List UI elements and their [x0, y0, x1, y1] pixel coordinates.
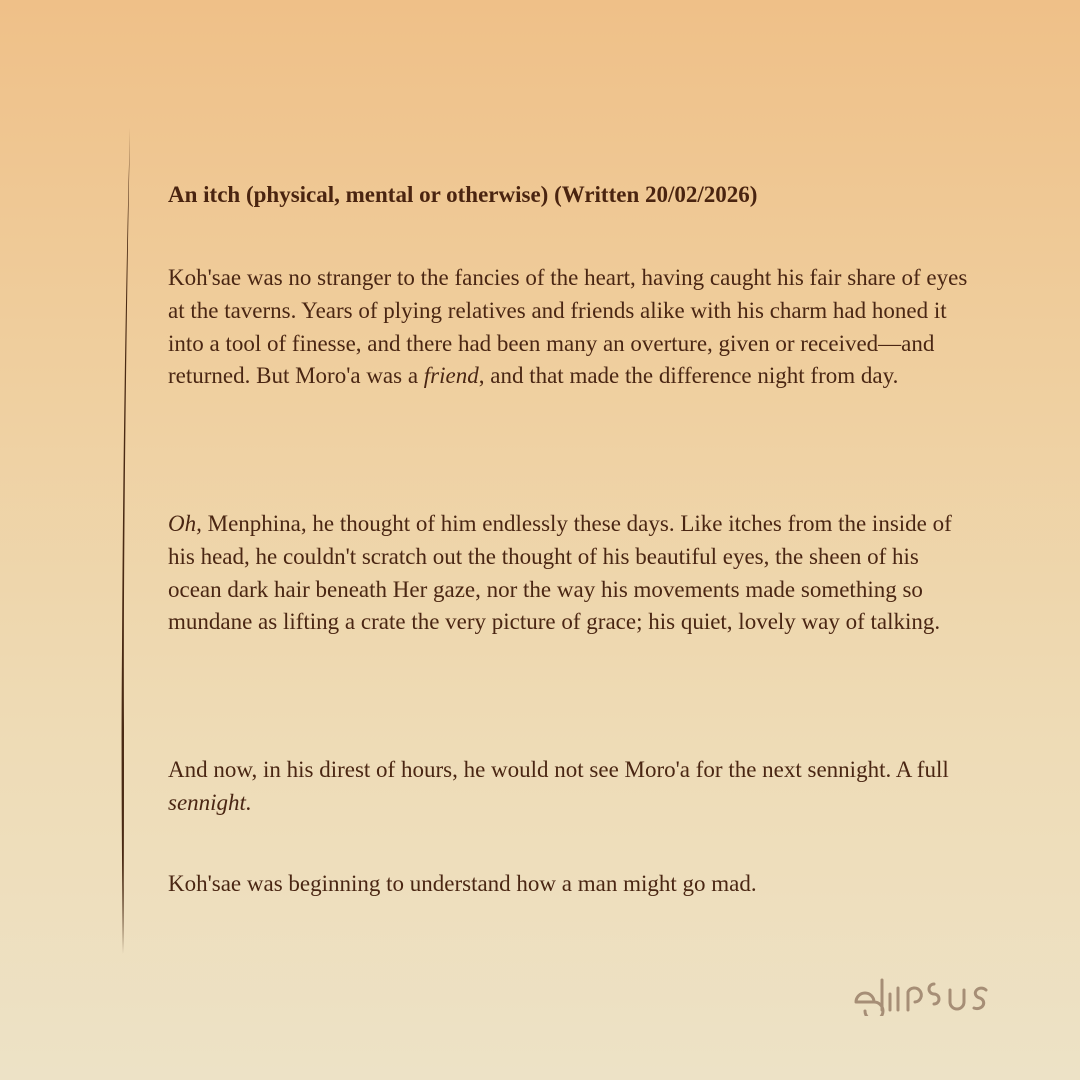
vertical-brush-rule	[118, 128, 134, 954]
paragraph-1-text-end: , and that made the difference night from day.	[478, 363, 899, 389]
paragraph-3	[168, 754, 968, 820]
paragraph-3-text: And now, in his direst of hours, he would not see Moro'a for the next sennight. A full	[168, 757, 949, 782]
paragraph-1-emphasis: friend	[423, 363, 479, 389]
paragraph-4: Koh'sae was beginning to understand how a man might go mad.	[168, 871, 757, 896]
story-title: An itch (physical, mental or otherwise) (Written 20/02/2026)	[168, 182, 758, 207]
paragraph-2	[168, 508, 968, 639]
paragraph-1-text: Koh'sae was no stranger to the fancies of the heart, having caught his fair share of eyes at the taverns. Years of plying relatives and friends alike with his charm had honed it into a tool of finesse, and there had been many an overture, given or received—and returned. But Moro'a was a	[168, 265, 968, 389]
paragraph-1	[168, 262, 968, 393]
ellipsus-wordmark-icon	[852, 972, 1006, 1016]
paragraph-3-emphasis: sennight.	[168, 789, 252, 815]
paragraph-2-text: Menphina, he thought of him endlessly these days. Like itches from the inside of his head, he couldn't scratch out the thought of his beautiful eyes, the sheen of his ocean dark hair beneath Her gaze, nor the way his movements made something so mundane as lifting a crate the very picture of grace; his quiet, lovely way of talking.	[168, 511, 952, 635]
paragraph-2-emphasis: Oh,	[168, 511, 202, 536]
